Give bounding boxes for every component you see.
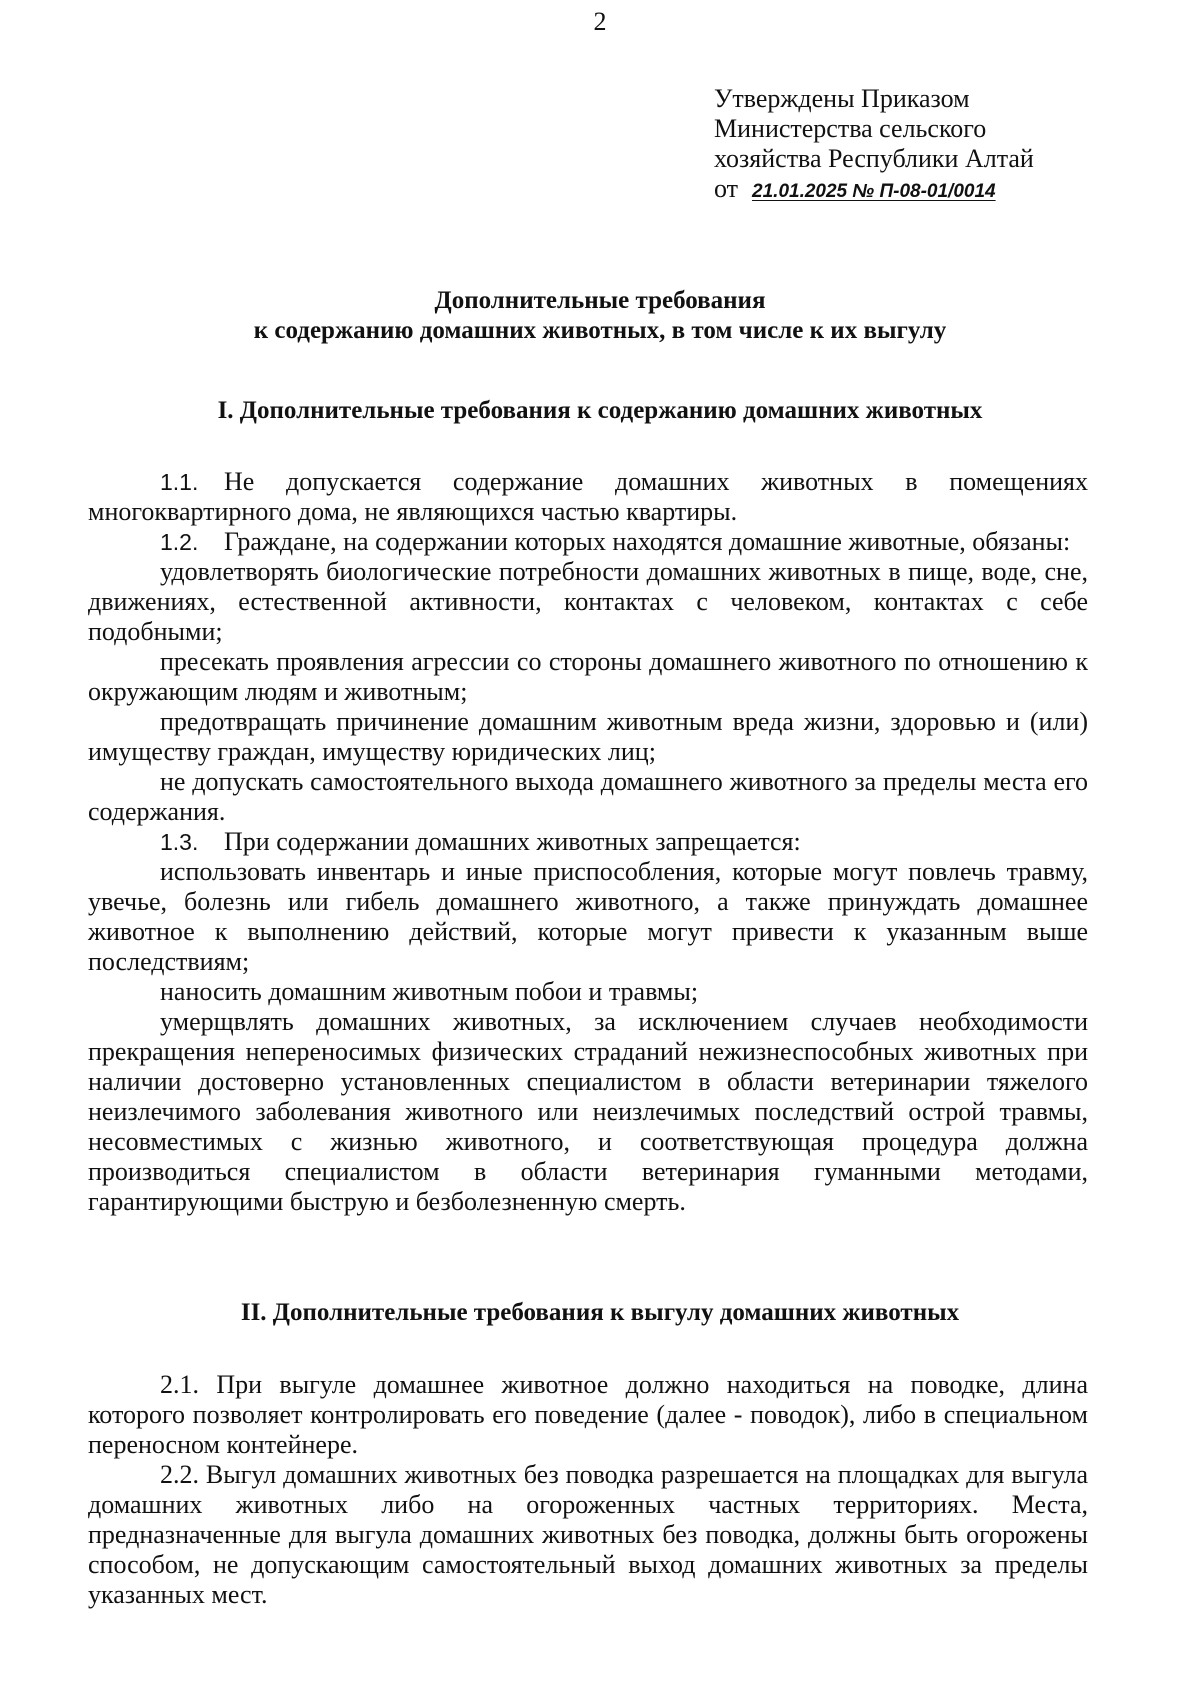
paragraph-1-2 bbox=[88, 527, 1088, 557]
paragraph-number: 1.1. bbox=[160, 469, 199, 495]
document-title bbox=[0, 286, 1200, 346]
paragraph-text: Граждане, на содержании которых находятся домашние животные, обязаны: bbox=[224, 527, 1071, 556]
approval-date-value: 21.01.2025 № П-08-01/0014 bbox=[752, 181, 996, 202]
section-1-heading: I. Дополнительные требования к содержанию домашних животных bbox=[217, 397, 983, 424]
paragraph-1-1 bbox=[88, 467, 1088, 527]
paragraph-1-3-item-2: наносить домашним животным побои и травмы; bbox=[160, 977, 699, 1006]
paragraph-text: Не допускается содержание домашних животных в помещениях многоквартирного дома, не являющихся частью квартиры. bbox=[88, 467, 1088, 526]
paragraph-2-1: 2.1. При выгуле домашнее животное должно находиться на поводке, длина которого позволяет контролировать его поведение (далее - поводок), либо в специальном переносном контейнере. bbox=[88, 1370, 1088, 1459]
paragraph-1-3-item-1: использовать инвентарь и иные приспособления, которые могут повлечь травму, увечье, болезнь или гибель домашнего животного, а также принуждать домашнее животное к выполнению действий, которые могут привести к указанным выше последствиям; bbox=[88, 857, 1088, 976]
paragraph-text: При содержании домашних животных запрещается: bbox=[224, 827, 801, 856]
section-2-heading: II. Дополнительные требования к выгулу домашних животных bbox=[240, 1299, 960, 1326]
paragraph-number: 1.2. bbox=[160, 529, 199, 555]
document-title-line-1: Дополнительные требования bbox=[434, 287, 766, 314]
paragraph-1-2-item-3: предотвращать причинение домашним животным вреда жизни, здоровью и (или) имуществу граждан, имуществу юридических лиц; bbox=[88, 707, 1088, 766]
document-title-line-2: к содержанию домашних животных, в том числе к их выгулу bbox=[253, 317, 947, 344]
approval-date-line bbox=[714, 174, 1054, 207]
section-2-body bbox=[88, 1370, 1088, 1610]
paragraph-1-3 bbox=[88, 827, 1088, 857]
paragraph-1-2-item-1: удовлетворять биологические потребности домашних животных в пище, воде, сне, движениях, естественной активности, контактах с человеком, контактах с себе подобными; bbox=[88, 557, 1088, 646]
paragraph-1-2-item-4: не допускать самостоятельного выхода домашнего животного за пределы места его содержания. bbox=[88, 767, 1088, 826]
paragraph-number: 1.3. bbox=[160, 829, 199, 855]
paragraph-2-2: 2.2. Выгул домашних животных без поводка разрешается на площадках для выгула домашних животных либо на огороженных частных территориях. Места, предназначенные для выгула домашних животных без поводка, должны быть огорожены способом, не допускающим самостоятельный выход домашних животных за пределы указанных мест. bbox=[88, 1460, 1088, 1609]
section-1-body bbox=[88, 467, 1088, 1217]
approval-line-1: Утверждены Приказом bbox=[714, 84, 970, 113]
page-number: 2 bbox=[593, 7, 607, 36]
paragraph-1-2-item-2: пресекать проявления агрессии со стороны домашнего животного по отношению к окружающим людям и животным; bbox=[88, 647, 1088, 706]
approval-date-prefix: от bbox=[714, 174, 739, 203]
paragraph-1-3-item-3: умерщвлять домашних животных, за исключением случаев необходимости прекращения непереносимых физических страданий нежизнеспособных животных при наличии достоверно установленных специалистом в области ветеринарии тяжелого неизлечимого заболевания животного или неизлечимых последствий острой травмы, несовместимых с жизнью животного, и соответствующая процедура должна производиться специалистом в области ветеринария гуманными методами, гарантирующими быструю и безболезненную смерть. bbox=[88, 1007, 1088, 1216]
approval-line-3: хозяйства Республики Алтай bbox=[714, 144, 1034, 173]
approval-line-2: Министерства сельского bbox=[714, 114, 987, 143]
approval-block bbox=[714, 84, 1054, 207]
